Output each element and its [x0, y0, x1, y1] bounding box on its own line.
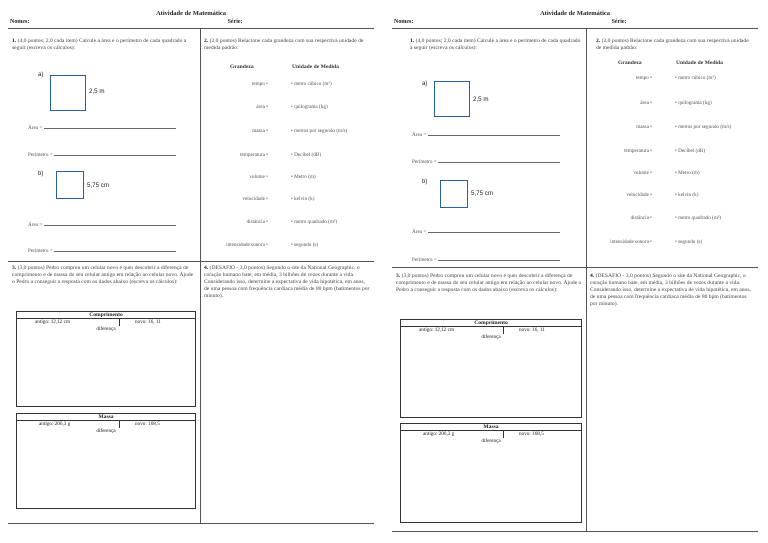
- unidade-item[interactable]: • metro cúbico (m³): [675, 75, 716, 81]
- serie-label: Série:: [611, 19, 627, 25]
- massa-header: Massa: [401, 424, 581, 431]
- question-2: 2. (2,0 pontos) Relacione cada grandeza com sua respectiva unidade de medida padrão:: [204, 38, 364, 51]
- question-4: 4. (DESAFIO - 3,0 pontos) Segundo o site da National Geographic, o coração humano bate, em média, 3 bilhões de vezes durante a vida. Considerando isso, determine a expectativa de vida hipotética, em anos, de uma pessoa com frequência cardíaca média de 80 bpm (batimentos por minuto).: [204, 265, 370, 299]
- unidade-item[interactable]: • segundo (s): [675, 239, 703, 245]
- grandeza-item[interactable]: área •: [256, 104, 268, 110]
- column-grandeza: Grandeza: [618, 60, 642, 66]
- grandeza-item[interactable]: tempo •: [251, 81, 268, 87]
- grandeza-item[interactable]: massa •: [252, 128, 268, 134]
- comprimento-antigo: antigo: 12,12 cm: [419, 327, 455, 333]
- column-unidade: Unidade de Medida: [292, 64, 339, 70]
- worksheet-title: Atividade de Matemática: [539, 10, 611, 17]
- comprimento-novo: novo: 16, 11: [135, 319, 161, 325]
- nomes-label: Nomes:: [394, 19, 414, 25]
- grandeza-item[interactable]: temperatura •: [240, 152, 268, 158]
- worksheet-left: [8, 0, 374, 543]
- area-a-answer[interactable]: Área =: [28, 124, 176, 131]
- area-b-answer[interactable]: Área =: [28, 221, 176, 228]
- grandeza-item[interactable]: velocidade •: [242, 196, 268, 202]
- bottom-rule: [392, 531, 758, 532]
- header-row: [392, 17, 758, 29]
- question-1: 1. (4,0 pontos; 2,0 cada item) Calcule a área e o perímetro de cada quadrado a seguir (escreva os cálculos):: [12, 38, 187, 51]
- grandeza-item[interactable]: volume •: [633, 170, 652, 176]
- unidade-item[interactable]: • quilograma (kg): [675, 100, 712, 106]
- grandeza-item[interactable]: massa •: [636, 124, 652, 130]
- item-a-label: a): [38, 72, 44, 78]
- massa-novo: novo: 168,5: [135, 421, 160, 427]
- unidade-item[interactable]: • metro quadrado (m²): [291, 219, 338, 225]
- square-b-side: 5,75 cm: [87, 182, 110, 189]
- massa-header: Massa: [17, 414, 195, 421]
- comprimento-table: [16, 311, 196, 407]
- question-2-text: (2,0 pontos) Relacione cada grandeza com sua respectiva unidade de medida padrão:: [596, 38, 749, 51]
- unidade-item[interactable]: • metros por segundo (m/s): [291, 128, 348, 134]
- comprimento-diferenca: diferença: [481, 334, 501, 340]
- comprimento-antigo: antigo: 12,12 cm: [35, 319, 71, 325]
- unidade-item[interactable]: • Decibel (dB): [291, 152, 322, 158]
- square-b: [440, 180, 468, 208]
- massa-table: [400, 423, 582, 523]
- question-3: 3. (3,0 pontos) Pedro comprou um celular novo e quer descobrir a diferença de comprimento e de massa do seu celular antigo em relação ao celular novo. Ajude o Pedro a conseguir a resposta com os dados abaixo (escreva os cálculos):: [396, 273, 582, 293]
- question-3-text: (3,0 pontos) Pedro comprou um celular novo e quer descobrir a diferença de comprimento e de massa do seu celular antigo em relação ao celular novo. Ajude o Pedro a conseguir a resposta com os dados abaixo (escreva os cálculos):: [396, 273, 582, 293]
- massa-antigo: antigo: 206,3 g: [39, 421, 71, 427]
- grandeza-item[interactable]: volume •: [249, 174, 268, 180]
- perimetro-b-answer[interactable]: Perímetro =: [28, 247, 176, 254]
- column-grandeza: Grandeza: [230, 64, 254, 70]
- column-unidade: Unidade de Medida: [676, 60, 723, 66]
- grandeza-item[interactable]: temperatura •: [624, 148, 652, 154]
- comprimento-header: Comprimento: [17, 312, 195, 319]
- comprimento-table: [400, 319, 582, 418]
- grandeza-item[interactable]: intensidade sonora •: [226, 242, 268, 248]
- worksheet-right: [392, 0, 758, 543]
- grandeza-item[interactable]: tempo •: [635, 75, 652, 81]
- grandeza-item[interactable]: área •: [640, 100, 652, 106]
- unidade-item[interactable]: • metros por segundo (m/s): [675, 124, 732, 130]
- massa-diferenca: diferença: [481, 438, 501, 444]
- column-divider-bottom: [200, 261, 201, 523]
- unidade-item[interactable]: • Metro (m): [675, 170, 700, 176]
- column-divider-top: [200, 29, 201, 261]
- perimetro-b-answer[interactable]: Perímetro =: [412, 256, 560, 263]
- row-divider: [392, 267, 758, 268]
- square-b-side: 5,75 cm: [471, 190, 494, 197]
- bottom-rule: [8, 523, 374, 524]
- unidade-item[interactable]: • quilograma (kg): [291, 104, 328, 110]
- comprimento-diferenca: diferença: [96, 326, 116, 332]
- massa-diferenca: diferença: [96, 428, 116, 434]
- perimetro-a-answer[interactable]: Perímetro =: [28, 151, 176, 158]
- grandeza-item[interactable]: distância •: [246, 219, 268, 225]
- comprimento-header: Comprimento: [401, 320, 581, 327]
- item-a-label: a): [422, 81, 428, 87]
- unidade-item[interactable]: • kelvin (k): [675, 192, 699, 198]
- question-1: 1. (4,0 pontos; 2,0 cada item) Calcule a área e o perímetro de cada quadrado a seguir (escreva os cálculos):: [410, 38, 581, 51]
- grandeza-item[interactable]: intensidade sonora •: [610, 239, 652, 245]
- square-b: [56, 171, 84, 199]
- square-a-side: 2,5 m: [89, 88, 105, 95]
- question-3-text: (3,0 pontos) Pedro comprou um celular novo e quer descobrir a diferença de comprimento e de massa do seu celular antigo em relação ao celular novo. Ajude o Pedro a conseguir a resposta com os dados abaixo (escreva os cálculos):: [12, 265, 194, 285]
- massa-antigo: antigo: 206,3 g: [423, 431, 455, 437]
- row-divider: [8, 261, 374, 262]
- unidade-item[interactable]: • metro quadrado (m²): [675, 215, 722, 221]
- unidade-item[interactable]: • Metro (m): [291, 174, 316, 180]
- item-b-label: b): [38, 171, 44, 177]
- question-4-text: (DESAFIO - 3,0 pontos) Segundo o site da National Geographic, o coração humano bate, em média, 3 bilhões de vezes durante a vida. Considerando isso, determine a expectativa de vida hipotética, em anos, de uma pessoa com frequência cardíaca média de 80 bpm (batimentos por minuto).: [590, 273, 751, 307]
- serie-label: Série:: [227, 19, 243, 25]
- question-4-text: (DESAFIO - 3,0 pontos) Segundo o site da National Geographic, o coração humano bate, em média, 3 bilhões de vezes durante a vida. Considerando isso, determine a expectativa de vida hipotética, em anos, de uma pessoa com frequência cardíaca média de 80 bpm (batimentos por minuto).: [204, 265, 370, 299]
- grandeza-item[interactable]: velocidade •: [626, 192, 652, 198]
- item-b-label: b): [422, 179, 428, 185]
- unidade-item[interactable]: • metro cúbico (m³): [291, 81, 332, 87]
- question-2-text: (2,0 pontos) Relacione cada grandeza com sua respectiva unidade de medida padrão:: [204, 38, 364, 51]
- area-a-answer[interactable]: Área =: [412, 131, 560, 138]
- question-1-text: (4,0 pontos; 2,0 cada item) Calcule a área e o perímetro de cada quadrado a seguir (escreva os cálculos):: [12, 38, 187, 51]
- unidade-item[interactable]: • kelvin (k): [291, 196, 315, 202]
- square-a: [434, 81, 470, 117]
- massa-novo: novo: 168,5: [519, 431, 544, 437]
- unidade-item[interactable]: • segundo (s): [291, 242, 319, 248]
- square-a: [50, 75, 86, 111]
- massa-table: [16, 413, 196, 509]
- perimetro-a-answer[interactable]: Perímetro =: [412, 158, 560, 165]
- question-4: 4. (DESAFIO - 3,0 pontos) Segundo o site da National Geographic, o coração humano bate, em média, 3 bilhões de vezes durante a vida. Considerando isso, determine a expectativa de vida hipotética, em anos, de uma pessoa com frequência cardíaca média de 80 bpm (batimentos por minuto).: [590, 273, 751, 307]
- column-divider-bottom: [586, 267, 587, 531]
- grandeza-item[interactable]: distância •: [630, 215, 652, 221]
- column-divider-top: [586, 29, 587, 267]
- question-3: 3. (3,0 pontos) Pedro comprou um celular novo e quer descobrir a diferença de comprimento e de massa do seu celular antigo em relação ao celular novo. Ajude o Pedro a conseguir a resposta com os dados abaixo (escreva os cálculos):: [12, 265, 194, 285]
- unidade-item[interactable]: • Decibel (dB): [675, 148, 706, 154]
- question-2: 2. (2,0 pontos) Relacione cada grandeza com sua respectiva unidade de medida padrão:: [596, 38, 749, 51]
- area-b-answer[interactable]: Área =: [412, 228, 560, 235]
- comprimento-novo: novo: 16, 11: [519, 327, 545, 333]
- question-1-text: (4,0 pontos; 2,0 cada item) Calcule a área e o perímetro de cada quadrado a seguir (escreva os cálculos):: [410, 38, 581, 51]
- worksheet-title: Atividade de Matemática: [155, 10, 227, 17]
- nomes-label: Nomes:: [10, 19, 30, 25]
- header-row: [8, 17, 374, 29]
- square-a-side: 2,5 m: [473, 96, 489, 103]
